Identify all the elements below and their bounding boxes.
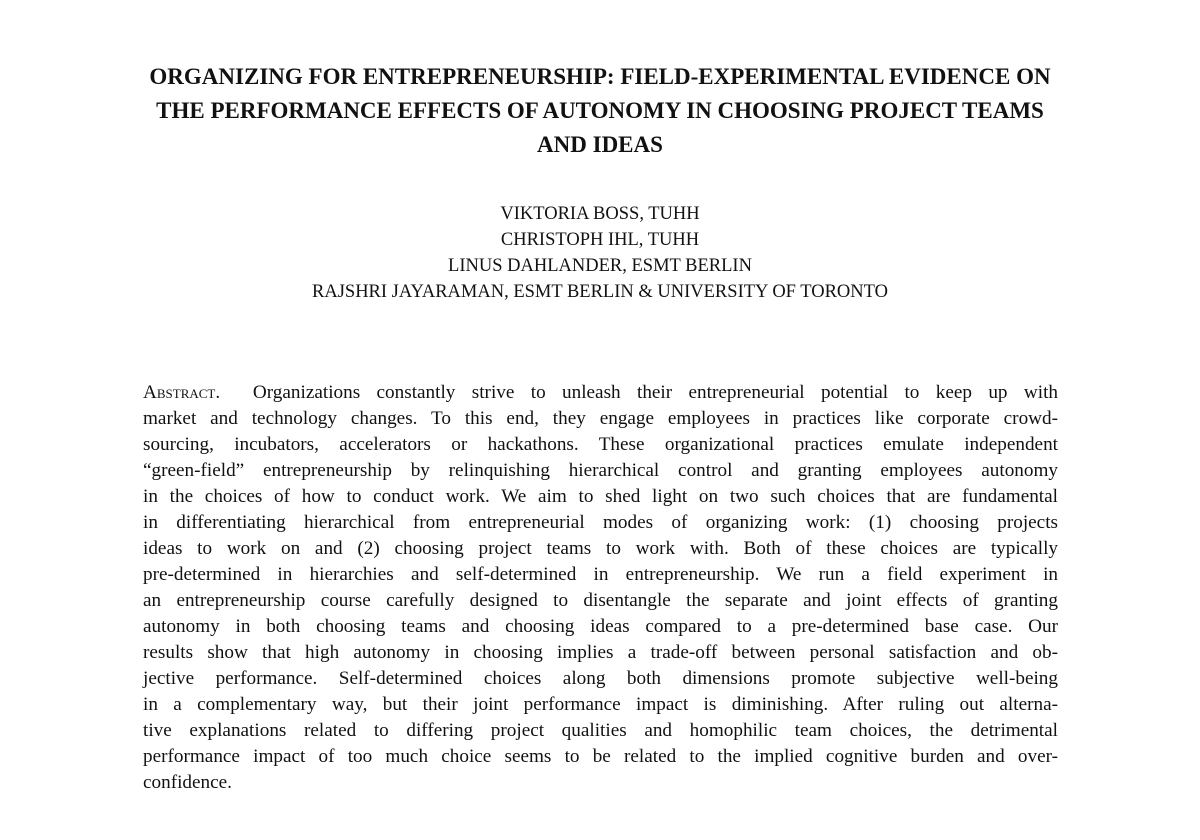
abstract-line: pre-determined in hierarchies and self-determined in entrepreneurship. We run a field experiment in — [143, 564, 1058, 585]
abstract-line: results show that high autonomy in choosing implies a trade-off between personal satisfaction and ob- — [143, 642, 1058, 663]
author: CHRISTOPH IHL, TUHH — [500, 230, 700, 250]
title-line: ORGANIZING FOR ENTREPRENEURSHIP: FIELD-EXPERIMENTAL EVIDENCE ON — [149, 64, 1051, 89]
abstract-line: jective performance. Self-determined choices along both dimensions promote subjective well-being — [143, 668, 1058, 689]
abstract-line: market and technology changes. To this end, they engage employees in practices like corporate crowd- — [143, 408, 1058, 429]
author: VIKTORIA BOSS, TUHH — [500, 204, 700, 224]
title-line: AND IDEAS — [537, 132, 663, 157]
abstract-line: in the choices of how to conduct work. We aim to shed light on two such choices that are fundamental — [143, 486, 1058, 507]
abstract-label: Abstract. — [143, 382, 221, 403]
author: RAJSHRI JAYARAMAN, ESMT BERLIN & UNIVERSITY OF TORONTO — [312, 282, 888, 302]
abstract-line: autonomy in both choosing teams and choosing ideas compared to a pre-determined base case. Our — [143, 616, 1058, 637]
abstract-line: performance impact of too much choice seems to be related to the implied cognitive burden and over- — [143, 746, 1058, 767]
abstract-line: “green-field” entrepreneurship by relinquishing hierarchical control and granting employees autonomy — [143, 460, 1058, 481]
abstract-line: sourcing, incubators, accelerators or hackathons. These organizational practices emulate independent — [143, 434, 1058, 455]
abstract-line: in differentiating hierarchical from entrepreneurial modes of organizing work: (1) choosing projects — [143, 512, 1058, 533]
abstract — [143, 380, 1058, 796]
abstract-line: tive explanations related to differing project qualities and homophilic team choices, the detrimental — [143, 720, 1058, 741]
abstract-line: ideas to work on and (2) choosing project teams to work with. Both of these choices are typically — [143, 538, 1058, 559]
author: LINUS DAHLANDER, ESMT BERLIN — [448, 256, 752, 276]
abstract-line: confidence. — [143, 772, 232, 793]
abstract-line: Abstract. Organizations constantly strive to unleash their entrepreneurial potential to keep up with — [143, 382, 1058, 403]
abstract-line: in a complementary way, but their joint performance impact is diminishing. After ruling out alterna- — [143, 694, 1058, 715]
abstract-line: an entrepreneurship course carefully designed to disentangle the separate and joint effects of granting — [143, 590, 1058, 611]
paper-title — [40, 60, 1160, 162]
title-line: THE PERFORMANCE EFFECTS OF AUTONOMY IN CHOOSING PROJECT TEAMS — [156, 98, 1044, 123]
author-list — [100, 201, 1100, 305]
